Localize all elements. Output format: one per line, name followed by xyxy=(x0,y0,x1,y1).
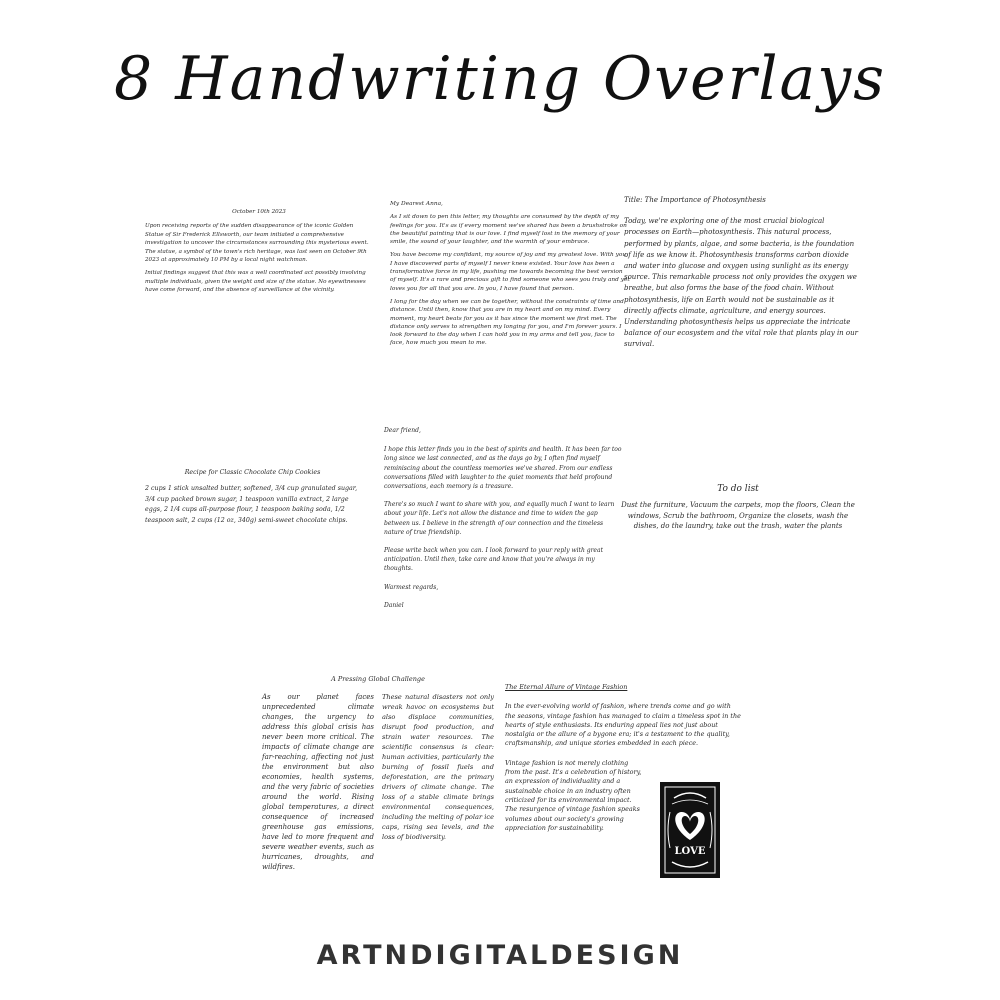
friend-letter-signature: Daniel xyxy=(384,601,404,609)
climate-column-right: These natural disasters not only wreak havoc on ecosystems but also displace communities, disrupt food production, and strain water resources. The scientific consensus is clear: human activities, particularly the burning of fossil fuels and deforestation, are the primary drivers of climate change. The loss of a stable climate brings environmental consequences, including the melting of polar ice caps, rising sea levels, and the loss of biodiversity. xyxy=(382,693,494,841)
friend-letter-greeting: Dear friend, xyxy=(384,427,421,434)
overlay-recipe xyxy=(145,468,360,531)
climate-column-left: As our planet faces unprecedented climate changes, the urgency to address this global crisis has never been more critical. The impacts of climate change are far-reaching, affecting not just the environment but also economies, health systems, and the very fabric of societies around the world. Rising global temperatures, a direct consequence of increased greenhouse gas emissions, have led to more frequent and severe weather events, such as hurricanes, droughts, and wildfires. xyxy=(262,693,374,871)
overlay-love-letter xyxy=(390,200,630,353)
love-stamp-icon xyxy=(660,782,720,878)
page-title: 8 Handwriting Overlays xyxy=(114,44,886,114)
todo-body: Dust the furniture, Vacuum the carpets, mop the floors, Clean the windows, Scrub the bathroom, Organize the closets, wash the dishes, do the laundry, take out the trash, water the plants xyxy=(621,501,855,530)
friend-letter-paragraph: I hope this letter finds you in the best of spirits and health. It has been far too long since we last connected, and as the days go by, I often find myself reminiscing about the countless memories we've shared. From our endless conversations filled with laughter to the quiet moments that held profound conversations, each memory is a treasure. xyxy=(384,446,622,491)
essay-title: Title: The Importance of Photosynthesis xyxy=(624,196,766,204)
climate-title: A Pressing Global Challenge xyxy=(331,675,425,683)
overlay-essay xyxy=(624,195,860,356)
essay-paragraph: Today, we're exploring one of the most crucial biological processes on Earth—photosynthesis. This natural process, performed by plants, algae, and some bacteria, is the foundation of life as we know it. Photosynthesis transforms carbon dioxide and water into glucose and oxygen using sunlight as its energy source. This remarkable process not only provides the oxygen we breathe, but also forms the base of the food chain. Without photosynthesis, life on Earth would not be sustainable as it directly affects climate, agriculture, and energy sources. Understanding photosynthesis helps us appreciate the intricate balance of our ecosystem and the vital role that plants play in our survival. xyxy=(624,217,858,349)
fashion-paragraph: Vintage fashion is not merely clothing from the past. It's a celebration of history, an expression of individuality and a sustainable choice in an industry often criticized for its environmental impact. The resurgence of vintage fashion speaks volumes about our society's growing appreciation for sustainability. xyxy=(505,758,642,832)
brand-footer: ARTNDIGITALDESIGN xyxy=(316,940,684,971)
love-letter-greeting: My Dearest Anna, xyxy=(390,201,443,207)
recipe-body: 2 cups 1 stick unsalted butter, softened, 3/4 cup granulated sugar, 3/4 cup packed brown sugar, 1 teaspoon vanilla extract, 2 large eggs, 2 1/4 cups all-purpose flour, 1 teaspoon baking soda, 1/2 teaspoon salt, 2 cups (12 oz, 340g) semi-sweet chocolate chips. xyxy=(145,485,358,524)
fashion-paragraph: In the ever-evolving world of fashion, where trends come and go with the seasons, vintage fashion has managed to claim a timeless spot in the hearts of style enthusiasts. Its enduring appeal lies not just about nostalgia or the allure of a bygone era; it's a testament to the quality, craftsmanship, and unique stories embedded in each piece. xyxy=(505,702,741,748)
recipe-title: Recipe for Classic Chocolate Chip Cookies xyxy=(184,469,321,476)
love-stamp-text: LOVE xyxy=(674,846,706,857)
news-report-paragraph: Upon receiving reports of the sudden disappearance of the iconic Golden Statue of Sir Frederick Ellsworth, our team initiated a comprehensive investigation to uncover the circumstances surrounding this mysterious event. The statue, a symbol of the town's rich heritage, was last seen on October 9th 2023 at approximately 10 PM by a local night watchman. xyxy=(145,223,369,264)
friend-letter-closing: Warmest regards, xyxy=(384,583,439,591)
love-letter-paragraph: As I sit down to pen this letter, my thoughts are consumed by the depth of my feelings for you. It's as if every moment we've shared has been a brushstroke on the beautiful painting that is our love. I find myself lost in the memory of your smile, the sound of your laughter, and the warmth of your embrace. xyxy=(390,214,627,246)
friend-letter-paragraph: There's so much I want to share with you, and equally much I want to learn about your life. Let's not allow the distance and time to widen the gap between us. I believe in the strength of our connection and the timeless nature of true friendship. xyxy=(384,501,615,536)
news-report-paragraph: Initial findings suggest that this was a well coordinated act possibly involving multiple individuals, given the weight and size of the statue. No eyewitnesses have come forward, and the absence of surveillance at the vicinity. xyxy=(145,270,366,294)
love-letter-paragraph: You have become my confidant, my source of joy and my greatest love. With you, I have discovered parts of myself I never knew existed. Your love has been a transformative force in my life, pushing me towards becoming the best version of myself. It's a rare and precious gift to find someone who sees you truly and yet loves you for all that you are. In you, I have found that person. xyxy=(390,252,630,292)
overlay-friend-letter xyxy=(384,426,622,615)
overlay-news-report xyxy=(145,208,373,300)
overlay-todo-list xyxy=(618,484,858,536)
overlay-climate-essay xyxy=(262,674,494,877)
todo-title: To do list xyxy=(717,484,759,494)
news-report-date: October 10th 2023 xyxy=(232,209,286,215)
friend-letter-paragraph: Please write back when you can. I look forward to your reply with great anticipation. Until then, take care and know that you're always in my thoughts. xyxy=(384,547,603,573)
love-letter-paragraph: I long for the day when we can be together, without the constraints of time and distance. Until then, know that you are in my heart and on my mind. Every moment, my heart beats for you as it has since the moment we first met. The distance only serves to strengthen my longing for you, and I'm forever yours. I look forward to the day when I can hold you in my arms and tell you, face to face, how much you mean to me. xyxy=(390,298,624,347)
fashion-title: The Eternal Allure of Vintage Fashion xyxy=(505,683,628,691)
